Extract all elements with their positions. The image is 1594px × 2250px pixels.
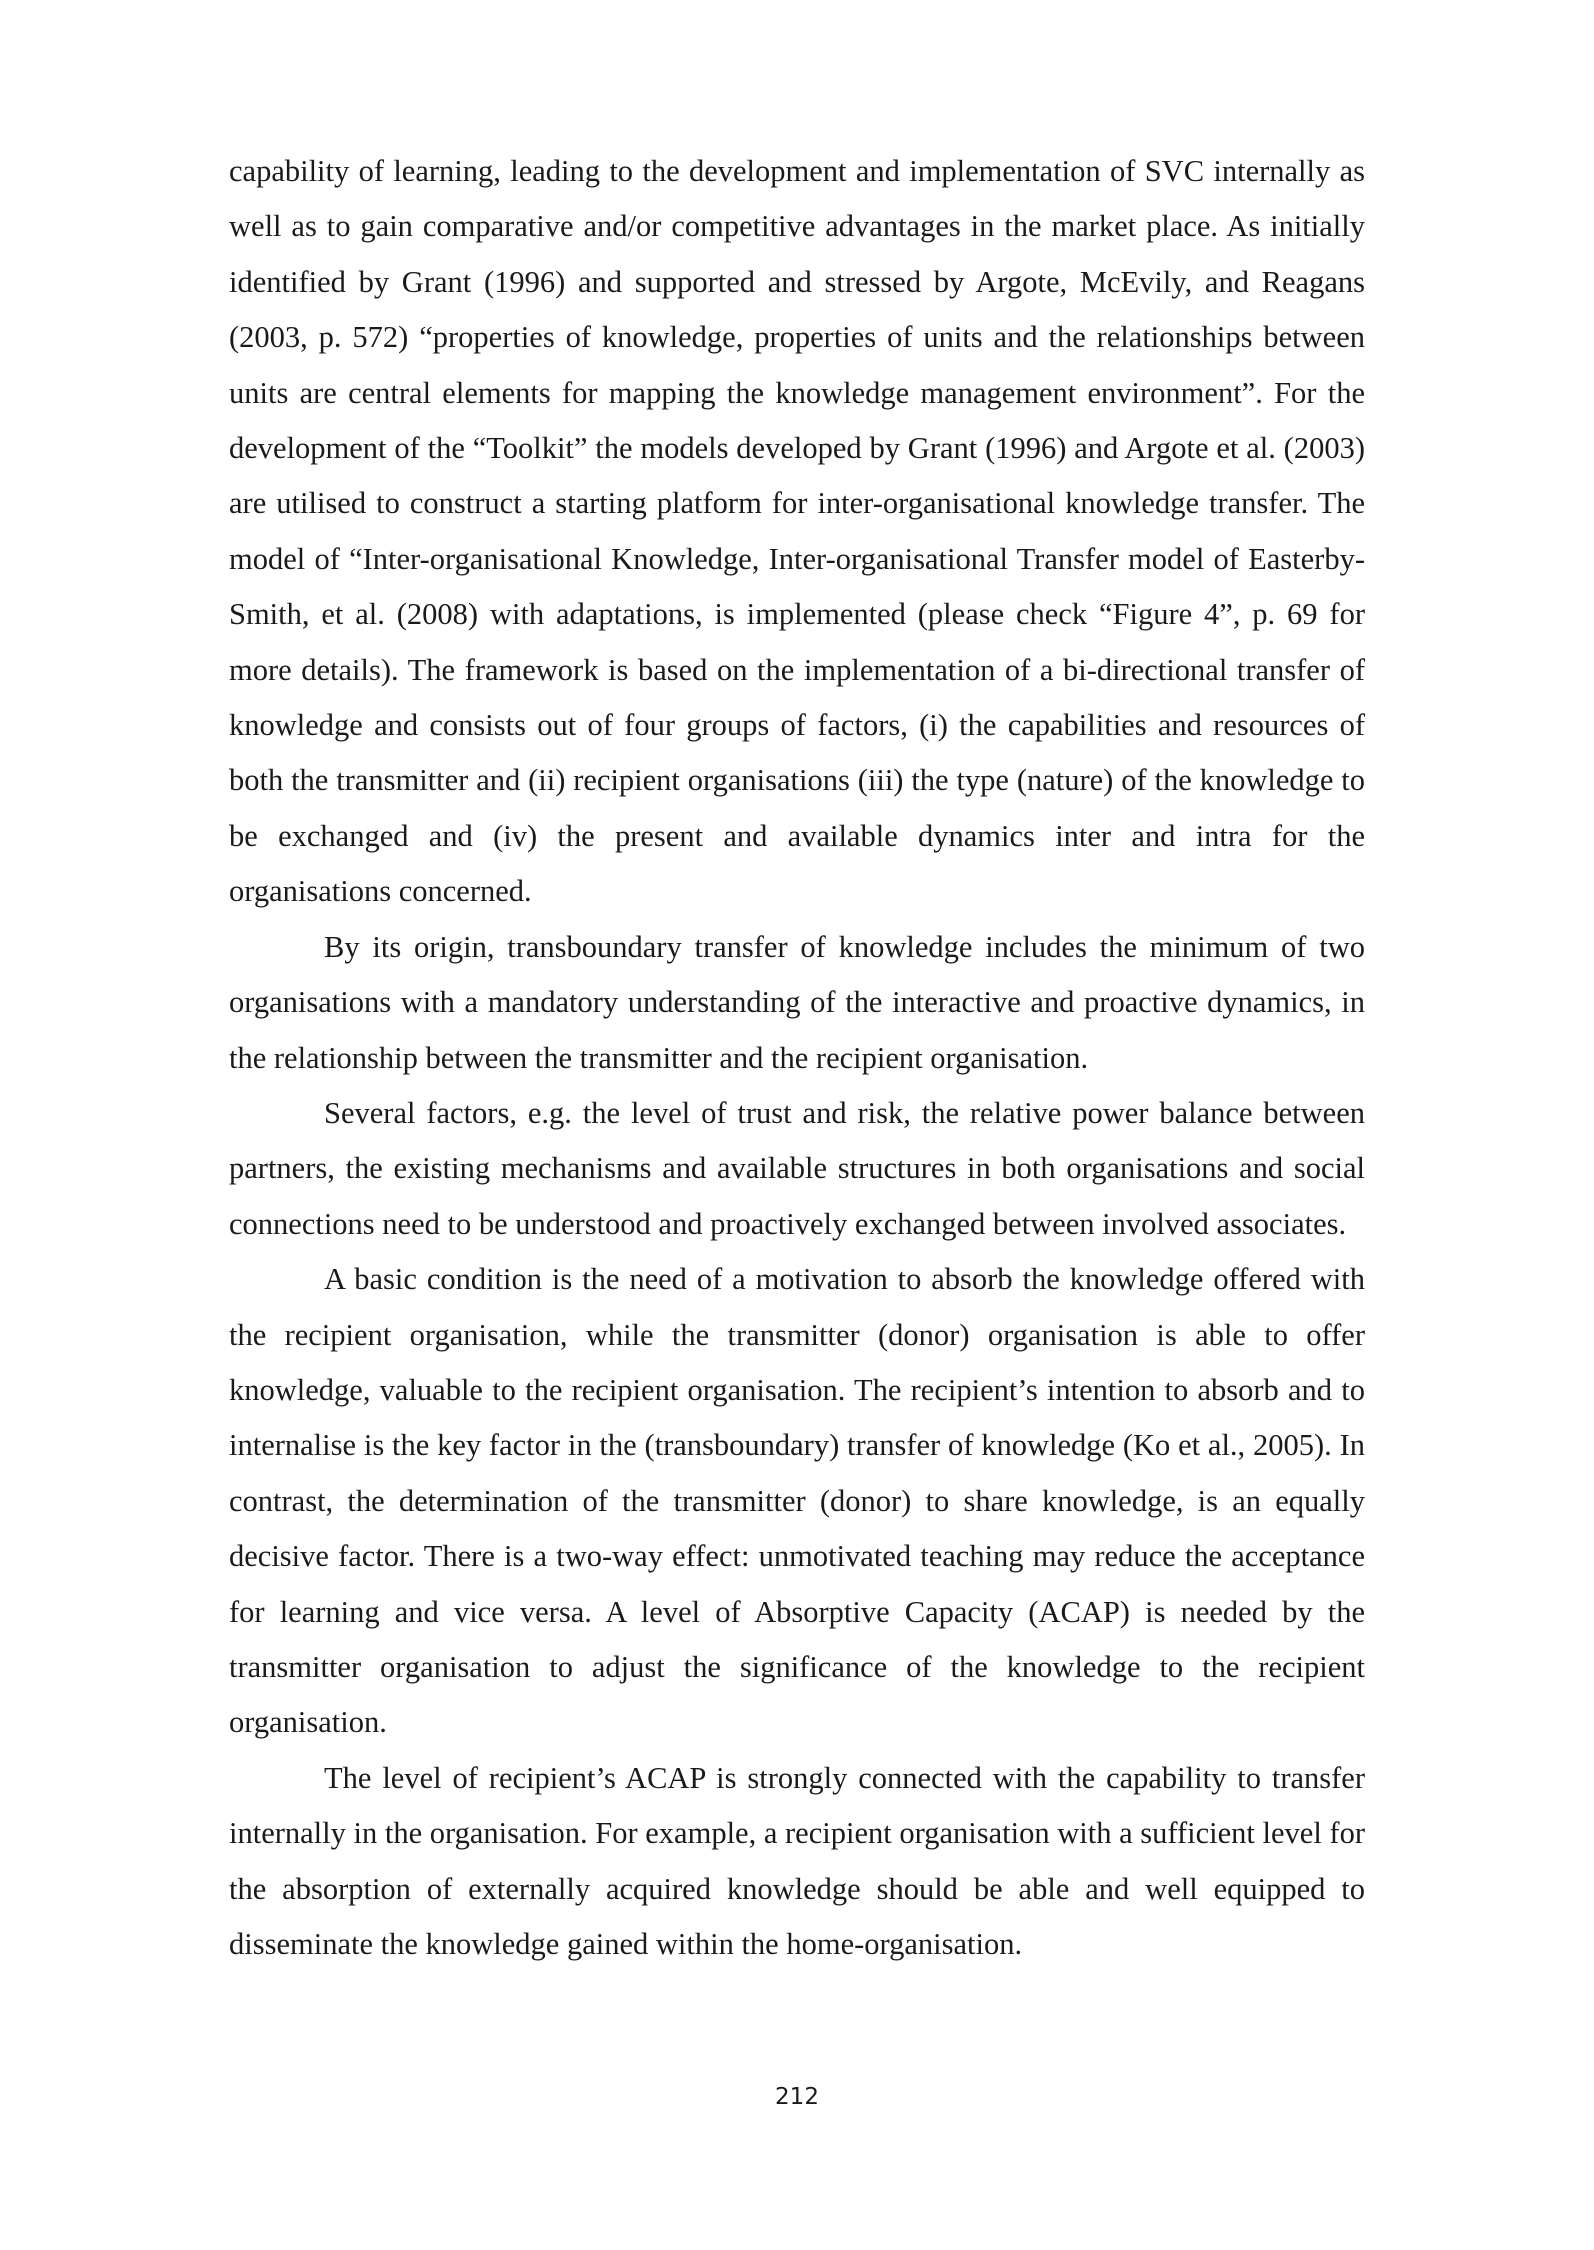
paragraph-basic-condition: A basic condition is the need of a motivation to absorb the knowledge offered with the recipient organisation, while the transmitter (donor) organisation is able to offer knowledge, valuable to the recipient organisation. The recipient’s intention to absorb and to internalise is the key factor in the (transboundary) transfer of knowledge (Ko et al., 2005). In contrast, the determination of the transmitter (donor) to share knowledge, is an equally decisive factor. There is a two-way effect: unmotivated teaching may reduce the acceptance for learning and vice versa. A level of Absorptive Capacity (ACAP) is needed by the transmitter organisation to adjust the significance of the knowledge to the recipient organisation. — [229, 1262, 1365, 1740]
paragraph-several-factors: Several factors, e.g. the level of trust and risk, the relative power balance between partners, the existing mechanisms and available structures in both organisations and social connections need to be understood and proactively exchanged between involved associates. — [229, 1095, 1365, 1241]
body-text — [229, 144, 1365, 1972]
paragraph-transboundary-transfer: By its origin, transboundary transfer of knowledge includes the minimum of two organisations with a mandatory understanding of the interactive and proactive dynamics, in the relationship between the transmitter and the recipient organisation. — [229, 929, 1365, 1075]
paragraph-recipient-acap: The level of recipient’s ACAP is strongly connected with the capability to transfer internally in the organisation. For example, a recipient organisation with a sufficient level for the absorption of externally acquired knowledge should be able and well equipped to disseminate the knowledge gained within the home-organisation. — [229, 1760, 1365, 1961]
paragraph-continuation: capability of learning, leading to the development and implementation of SVC internally as well as to gain comparative and/or competitive advantages in the market place. As initially identified by Grant (1996) and supported and stressed by Argote, McEvily, and Reagans (2003, p. 572) “properties of knowledge, properties of units and the relationships between units are central elements for mapping the knowledge management environment”. For the development of the “Toolkit” the models developed by Grant (1996) and Argote et al. (2003) are utilised to construct a starting platform for inter-organisational knowledge transfer. The model of “Inter-organisational Knowledge, Inter-organisational Transfer model of Easterby-Smith, et al. (2008) with adaptations, is implemented (please check “Figure 4”, p. 69 for more details). The framework is based on the implementation of a bi-directional transfer of knowledge and consists out of four groups of factors, (i) the capabilities and resources of both the transmitter and (ii) recipient organisations (iii) the type (nature) of the knowledge to be exchanged and (iv) the present and available dynamics inter and intra for the organisations concerned. — [229, 154, 1365, 909]
page-number: 212 — [775, 2084, 819, 2110]
